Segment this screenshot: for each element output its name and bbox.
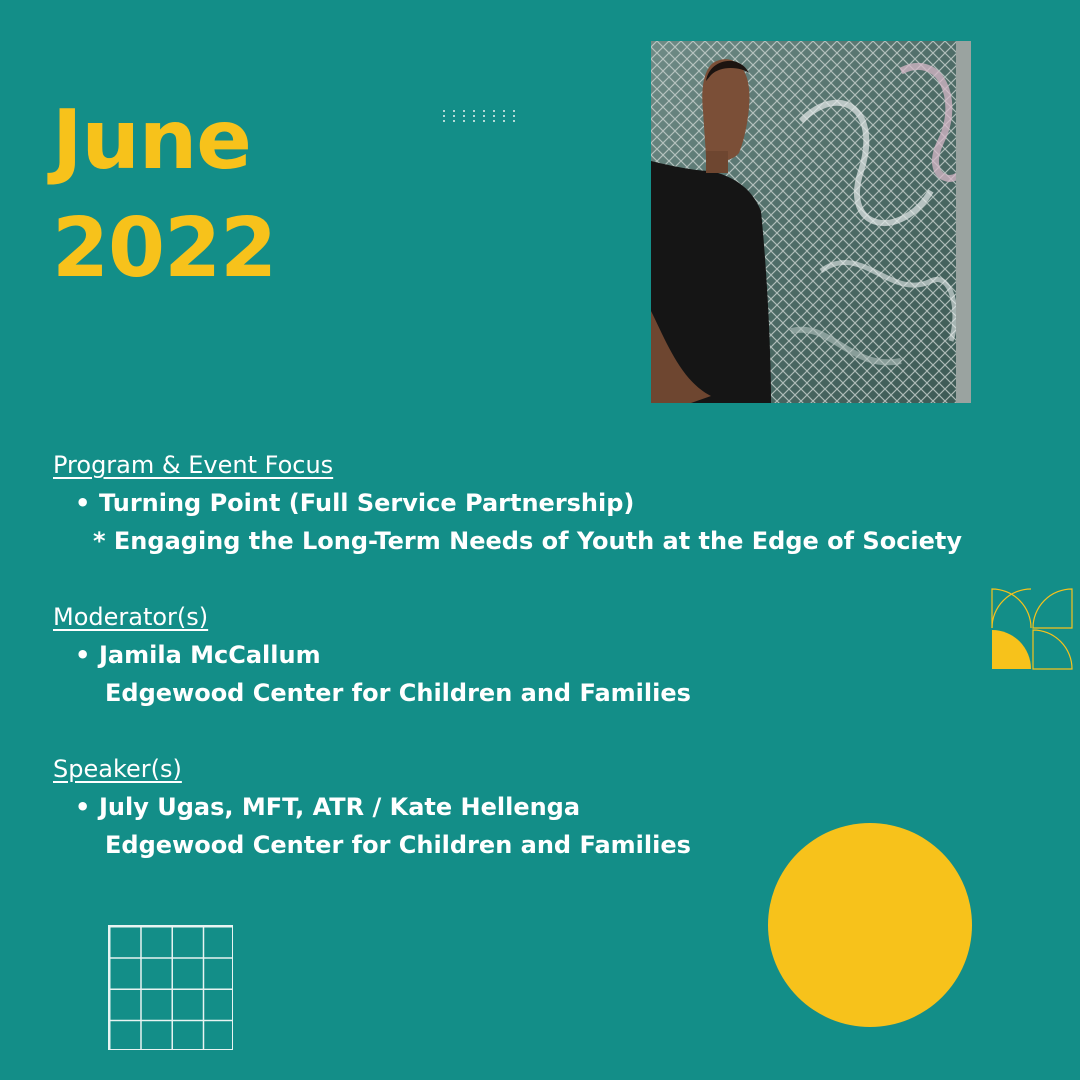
speaker-org: Edgewood Center for Children and Families xyxy=(105,831,691,859)
section-heading-moderator: Moderator(s) xyxy=(53,603,209,631)
title-year: 2022 xyxy=(52,201,277,296)
event-details xyxy=(53,446,962,864)
moderator-name: Jamila McCallum xyxy=(99,641,321,669)
bullet-icon: • xyxy=(75,641,91,669)
bullet-icon: • xyxy=(75,793,91,821)
focus-note: * Engaging the Long-Term Needs of Youth at the Edge of Society xyxy=(93,527,963,555)
youth-photo xyxy=(651,41,971,403)
moderator-bullet xyxy=(53,636,962,674)
speaker-name: July Ugas, MFT, ATR / Kate Hellenga xyxy=(99,793,581,821)
speaker-bullet xyxy=(53,788,962,826)
bullet-icon: • xyxy=(75,489,91,517)
quarter-circle-decoration xyxy=(991,588,1073,670)
grid-decoration xyxy=(108,925,233,1050)
moderator-org: Edgewood Center for Children and Families xyxy=(105,679,691,707)
section-heading-focus: Program & Event Focus xyxy=(53,451,334,479)
dot-pattern-decoration xyxy=(443,110,523,125)
focus-bullet xyxy=(53,484,962,522)
section-heading-speaker: Speaker(s) xyxy=(53,755,182,783)
yellow-circle-decoration xyxy=(768,823,972,1027)
focus-program: Turning Point (Full Service Partnership) xyxy=(99,489,635,517)
title-month: June xyxy=(52,93,251,188)
